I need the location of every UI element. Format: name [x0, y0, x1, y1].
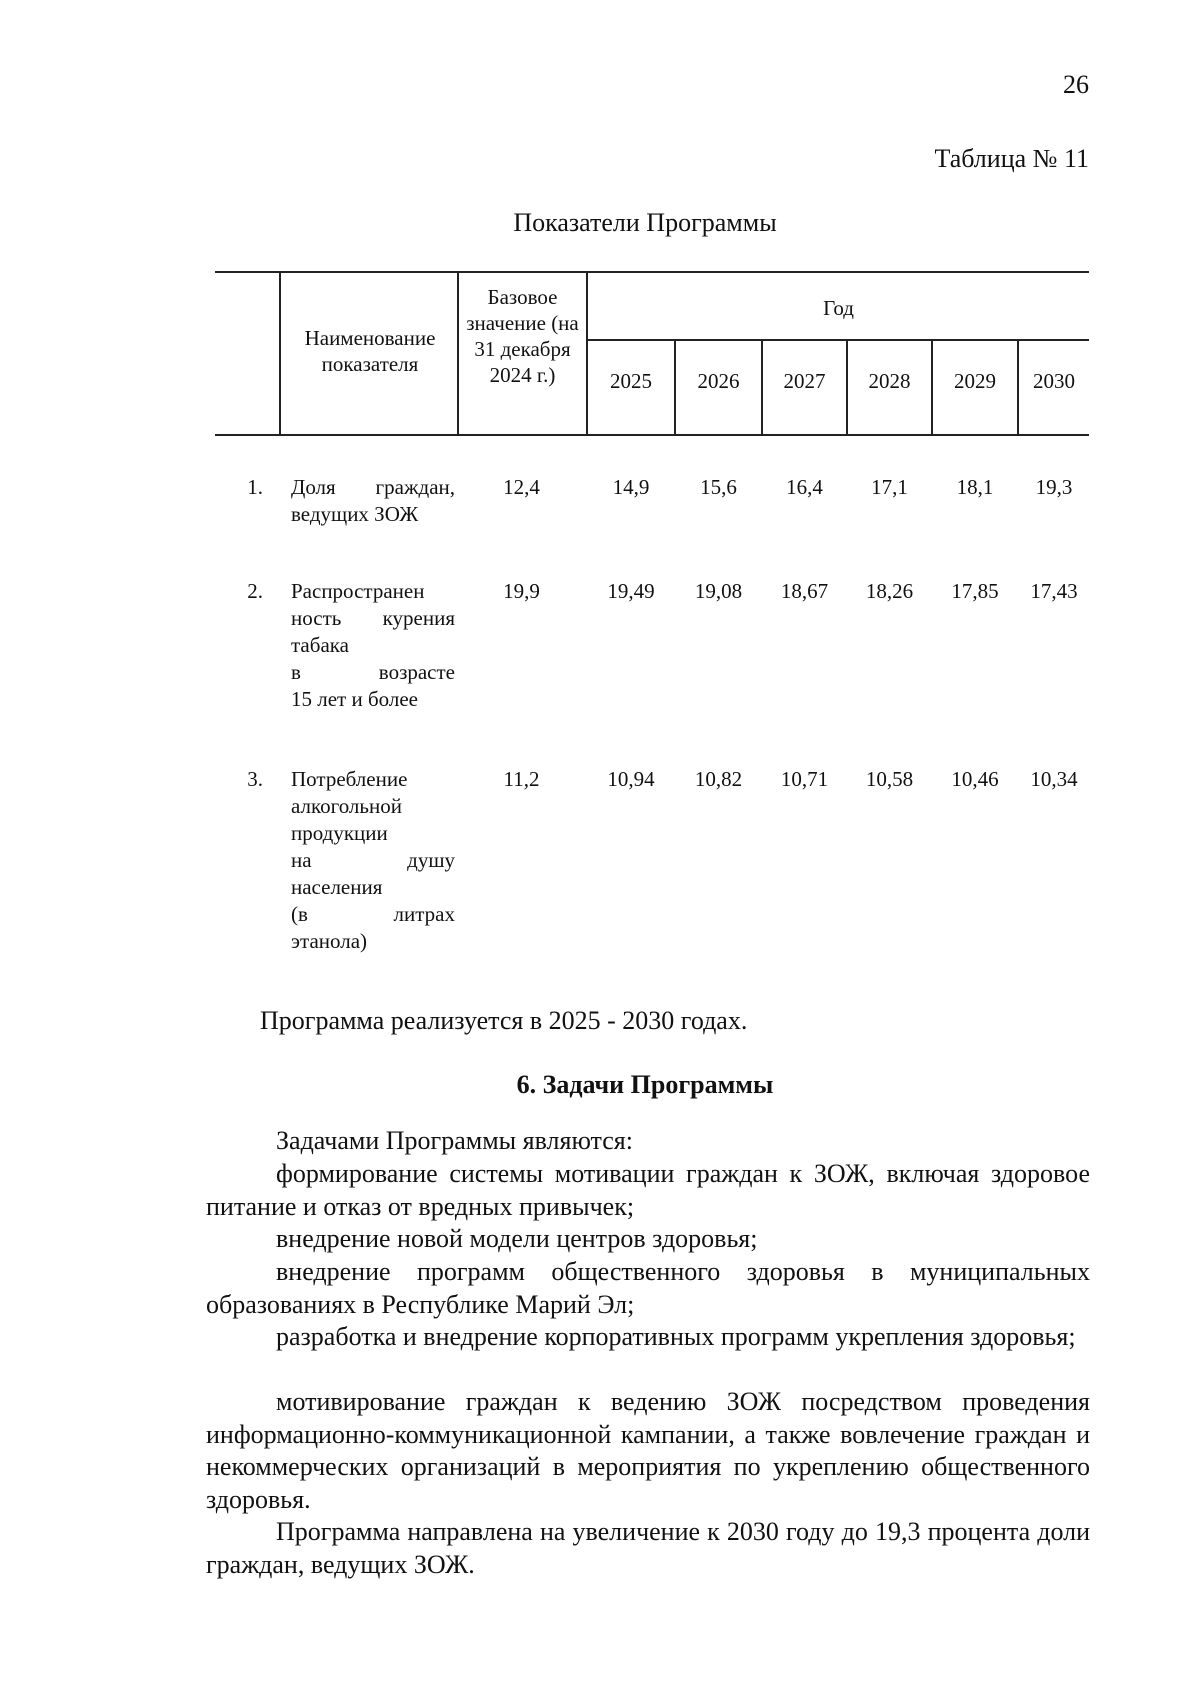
year-value: 17,1: [871, 475, 908, 499]
year-value: 10,71: [780, 767, 829, 791]
year-group-divider: [588, 339, 1089, 341]
base-value: 19,9: [503, 579, 540, 603]
year-value: 14,9: [612, 475, 650, 499]
year-value: 19,3: [1035, 475, 1073, 499]
year-value: 10,46: [951, 767, 999, 791]
year-value: 10,58: [865, 767, 914, 791]
base-value: 11,2: [503, 767, 540, 791]
year-value: 17,43: [1030, 579, 1078, 603]
indicator-name: Потребление алкогольной продукции на душу населения (в литрах этанола): [291, 767, 455, 953]
header-year-group: Год: [823, 296, 854, 320]
program-period-text: Программа реализуется в 2025 - 2030 годах.: [260, 1006, 748, 1035]
task-item: внедрение новой модели центров здоровья;: [276, 1224, 758, 1253]
header-year: 2029: [954, 369, 996, 393]
row-number: 3.: [247, 767, 263, 791]
row-number: 2.: [247, 579, 263, 603]
header-year: 2027: [783, 369, 826, 393]
year-value: 10,34: [1030, 767, 1078, 791]
year-value: 19,49: [607, 579, 655, 603]
year-value: 18,67: [780, 579, 829, 603]
year-value: 15,6: [700, 475, 737, 499]
header-year: 2026: [697, 369, 740, 393]
indicator-name: Распространен ность курения табака в возрасте 15 лет и более: [291, 579, 455, 711]
header-year: 2025: [610, 369, 652, 393]
year-value: 18,1: [956, 475, 994, 499]
task-item: мотивирование граждан к ведению ЗОЖ посредством проведения информационно-коммуникационной кампании, а также вовлечение граждан и некоммерческих организаций в мероприятия по укреплению общественного здоровья.: [206, 1387, 1090, 1514]
indicators-table-header: [215, 271, 1089, 436]
base-value: 12,4: [503, 475, 540, 499]
header-base-value: Базовое значение (на 31 декабря 2024 г.): [466, 285, 579, 387]
year-value: 10,94: [607, 767, 655, 791]
header-indicator-name: Наименование показателя: [304, 326, 436, 376]
year-value: 17,85: [951, 579, 999, 603]
year-value: 10,82: [694, 767, 743, 791]
task-item: формирование системы мотивации граждан к ЗОЖ, включая здоровое питание и отказ от вредных привычек;: [206, 1159, 1090, 1221]
header-year: 2030: [1033, 369, 1075, 393]
year-value: 18,26: [865, 579, 914, 603]
header-year: 2028: [868, 369, 911, 393]
table-label: Таблица № 11: [934, 144, 1089, 173]
page-number: 26: [1063, 70, 1089, 99]
conclusion-text: Программа направлена на увеличение к 2030 году до 19,3 процента доли граждан, ведущих ЗОЖ.: [206, 1517, 1090, 1579]
indicator-name: Доля граждан, ведущих ЗОЖ: [291, 475, 455, 526]
section-heading: 6. Задачи Программы: [516, 1070, 774, 1099]
task-item: разработка и внедрение корпоративных программ укрепления здоровья;: [276, 1322, 1076, 1351]
year-value: 19,08: [694, 579, 743, 603]
task-item: внедрение программ общественного здоровья в муниципальных образованиях в Республике Марий Эл;: [206, 1257, 1090, 1319]
table-title: Показатели Программы: [513, 208, 777, 237]
row-number: 1.: [247, 475, 263, 499]
year-value: 16,4: [786, 475, 823, 499]
tasks-intro: Задачами Программы являются:: [276, 1126, 633, 1155]
